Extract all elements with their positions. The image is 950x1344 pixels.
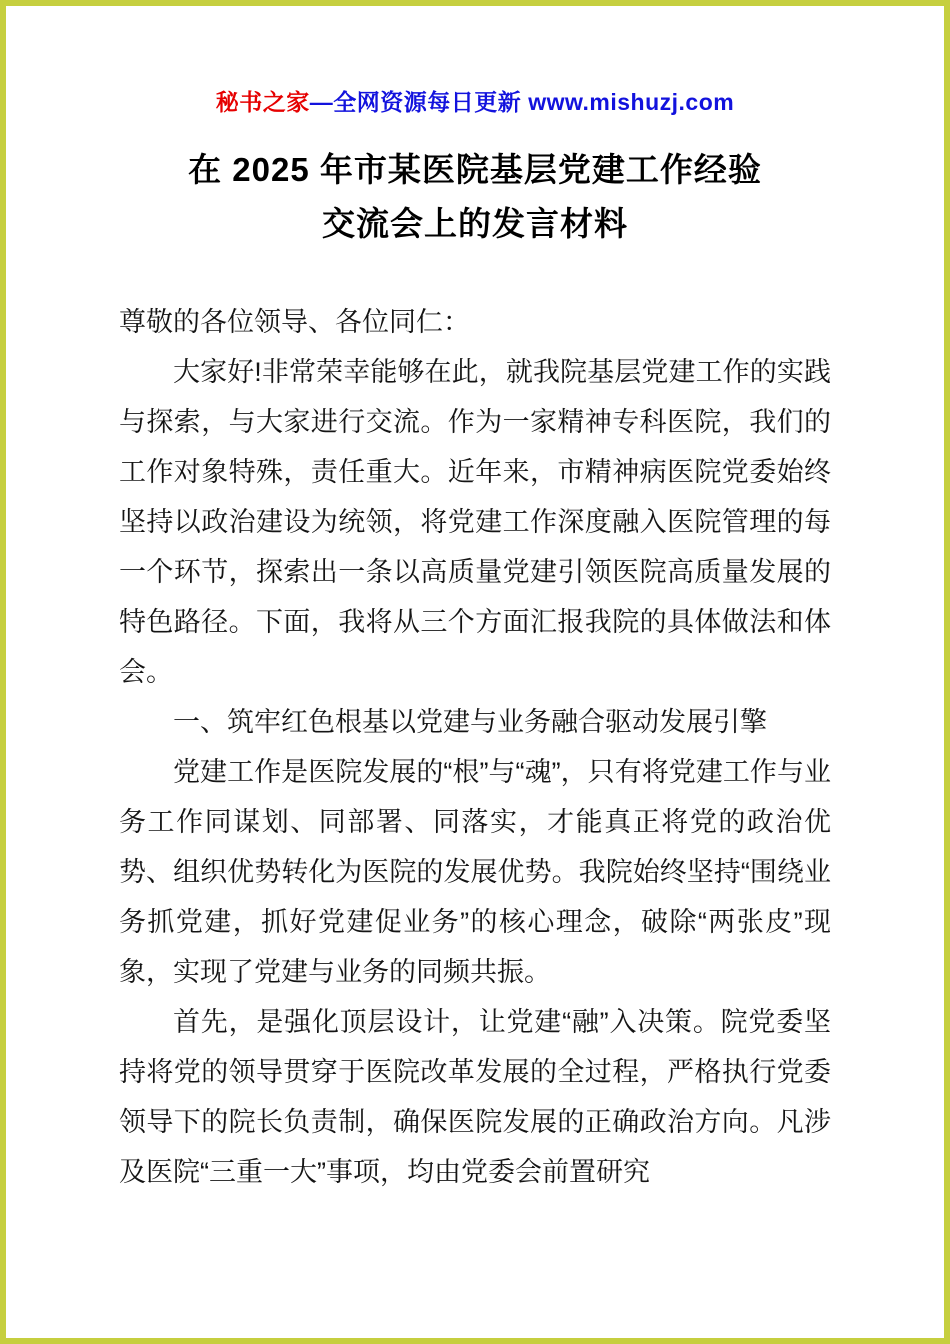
paragraph: 党建工作是医院发展的“根”与“魂”，只有将党建工作与业务工作同谋划、同部署、同落实，才能真正将党的政治优势、组织优势转化为医院的发展优势。我院始终坚持“围绕业务抓党建，抓好党建促业务”的核心理念，破除“两张皮”现象，实现了党建与业务的同频共振。	[119, 757, 831, 987]
document-title-line-2: 交流会上的发言材料	[322, 205, 628, 242]
document-body	[119, 297, 831, 1197]
document-title	[119, 143, 831, 251]
document-title-line-1: 在 2025 年市某医院基层党建工作经验	[188, 151, 762, 188]
section-heading: 一、筑牢红色根基以党建与业务融合驱动发展引擎	[173, 707, 767, 737]
site-header	[119, 84, 831, 117]
paragraph: 大家好!非常荣幸能够在此，就我院基层党建工作的实践与探索，与大家进行交流。作为一家精神专科医院，我们的工作对象特殊，责任重大。近年来，市精神病医院党委始终坚持以政治建设为统领，将党建工作深度融入医院管理的每一个环节，探索出一条以高质量党建引领医院高质量发展的特色路径。下面，我将从三个方面汇报我院的具体做法和体会。	[119, 357, 831, 687]
paragraph: 尊敬的各位领导、各位同仁：	[119, 307, 470, 337]
site-brand: 秘书之家	[215, 89, 310, 115]
site-tagline: —全网资源每日更新	[309, 89, 529, 115]
site-url-link[interactable]: www.mishuzj.com	[528, 89, 735, 115]
paragraph: 首先，是强化顶层设计，让党建“融”入决策。院党委坚持将党的领导贯穿于医院改革发展的全过程，严格执行党委领导下的院长负责制，确保医院发展的正确政治方向。凡涉及医院“三重一大”事项，均由党委会前置研究	[119, 1007, 831, 1187]
